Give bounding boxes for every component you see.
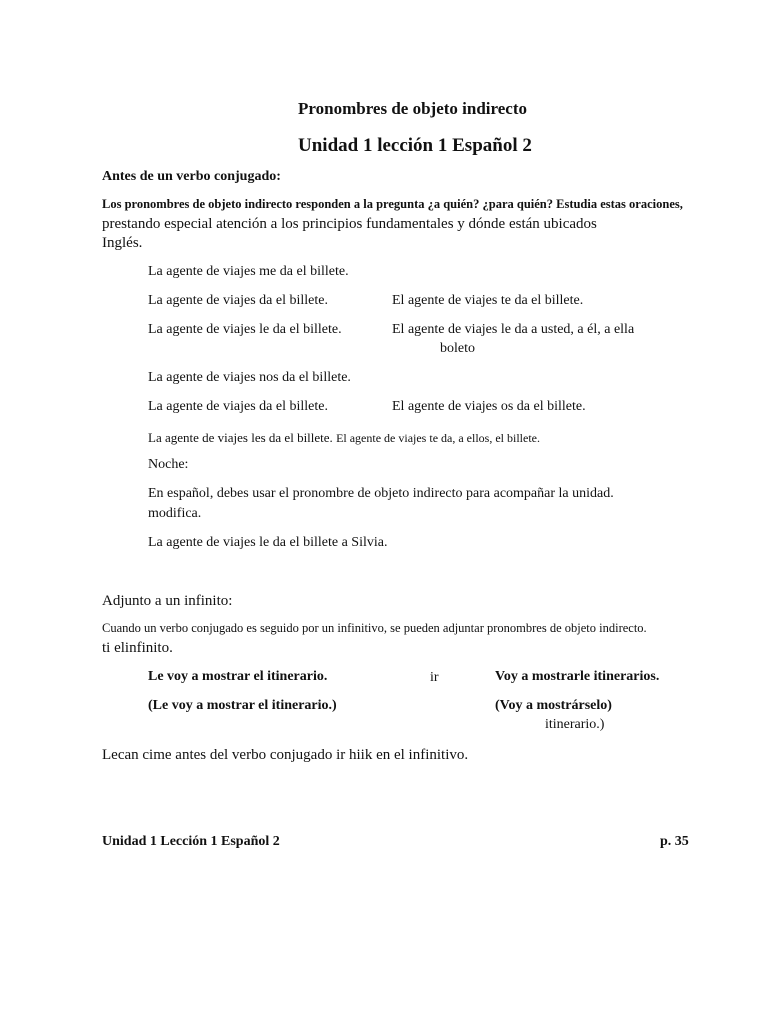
example-row3-right: El agente de viajes le da a usted, a él, a ella (392, 322, 635, 337)
note-label: Noche: (148, 457, 189, 472)
note-text-line1: En español, debes usar el pronombre de objeto indirecto para acompañar la unidad. (148, 486, 614, 501)
infinitive-row2-right-cont: itinerario.) (545, 717, 605, 732)
note-text-line2: modifica. (148, 506, 202, 521)
example-row6-right: El agente de viajes te da, a ellos, el billete. (336, 431, 540, 445)
page-title: Pronombres de objeto indirecto (298, 99, 528, 118)
section-intro-line2: prestando especial atención a los principios fundamentales y dónde están ubicados (102, 216, 597, 232)
example-row2-right: El agente de viajes te da el billete. (392, 293, 584, 308)
section2-intro-line1: Cuando un verbo conjugado es seguido por un infinitivo, se pueden adjuntar pronombres de objeto indirecto. (102, 621, 647, 635)
example-row3-right-cont: boleto (440, 341, 475, 356)
infinitive-row1-right: Voy a mostrarle itinerarios. (495, 669, 660, 684)
infinitive-row2-left: (Le voy a mostrar el itinerario.) (148, 698, 337, 713)
section-intro-bold: Los pronombres de objeto indirecto responden a la pregunta ¿a quién? ¿para quién? Estudia estas oraciones, (102, 197, 683, 211)
section2-closing: Lecan cime antes del verbo conjugado ir hiik en el infinitivo. (102, 747, 469, 763)
example-row1-left: La agente de viajes me da el billete. (148, 264, 349, 279)
example-row6-left: La agente de viajes les da el billete. (148, 430, 333, 445)
infinitive-row1-mid: ir (430, 670, 439, 685)
section2-intro-line2: ti elinfinito. (102, 640, 173, 656)
footer-left: Unidad 1 Lección 1 Español 2 (102, 834, 280, 849)
example-row3-left: La agente de viajes le da el billete. (148, 322, 342, 337)
page-subtitle: Unidad 1 lección 1 Español 2 (298, 135, 532, 156)
section-intro-line3: Inglés. (102, 235, 143, 251)
section-heading-before-verb: Antes de un verbo conjugado: (102, 169, 281, 184)
section-heading-infinitive: Adjunto a un infinito: (102, 593, 233, 609)
infinitive-row1-left: Le voy a mostrar el itinerario. (148, 669, 328, 684)
infinitive-row2-right: (Voy a mostrárselo) (495, 698, 612, 713)
footer-page-number: p. 35 (660, 834, 689, 849)
example-row5-right: El agente de viajes os da el billete. (392, 399, 586, 414)
example-row5-left: La agente de viajes da el billete. (148, 399, 328, 414)
example-row4-left: La agente de viajes nos da el billete. (148, 370, 351, 385)
example-row6 (148, 431, 540, 444)
example-row2-left: La agente de viajes da el billete. (148, 293, 328, 308)
note-example: La agente de viajes le da el billete a Silvia. (148, 535, 388, 550)
